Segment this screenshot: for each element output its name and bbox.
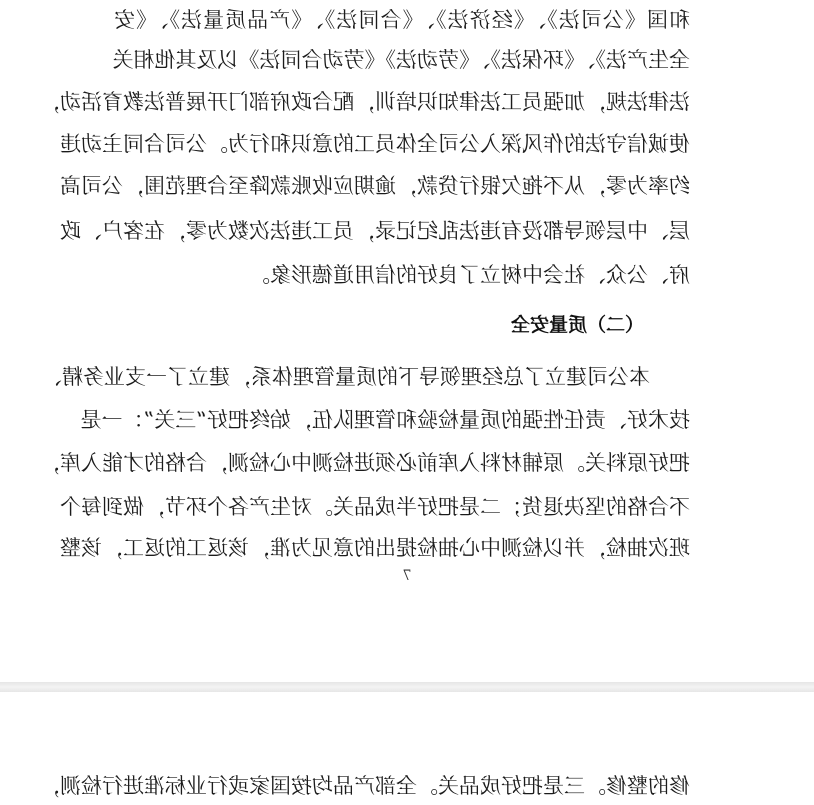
- page-number: 7: [402, 568, 412, 584]
- text-line: 使诚信守法的作风深入公司全体员工的意识和行为。公司合同主动违: [60, 132, 690, 156]
- text-line: 不合格的坚决退货；二是把好半成品关。对生产各个环节，做到每个: [60, 495, 690, 519]
- text-line: 技术好、责任性强的质量检验和管理队伍，始终把好“三关”：一是: [80, 408, 690, 432]
- text-line: 法律法规，加强员工法律知识培训，配合政府部门开展普法教育活动，: [39, 90, 690, 114]
- paragraph-first-line: 本公司建立了总经理领导下的质量管理体系，建立了一支业务精、: [41, 365, 650, 389]
- text-line: 层、中层领导都没有违法乱纪记录，员工违法次数为零，在客户、政: [60, 219, 690, 243]
- page-separator: [0, 682, 814, 692]
- text-line: 全生产法》、《环保法》、《劳动法》《劳动合同法》以及其他相关: [112, 48, 690, 72]
- text-line: 修的整修。三是把好成品关。全部产品均按国家或行业标准进行检测，: [39, 774, 690, 798]
- document-page-8: [0, 692, 814, 805]
- mirrored-text-area: [0, 692, 814, 805]
- text-line: 把好原料关。原辅材料入库前必须进检测中心检测，合格的才能入库，: [39, 451, 690, 475]
- text-line-last: 府、公众、社会中树立了良好的信用道德形象。: [249, 263, 690, 287]
- text-line: 约率为零，从不拖欠银行贷款，逾期应收账款降至合理范围，公司高: [60, 174, 690, 198]
- text-line: 班次抽检，并以检测中心抽检提出的意见为准，该返工的返工，该整: [60, 536, 690, 560]
- section-heading: （二）质量安全: [510, 314, 644, 336]
- text-line: 和国《公司法》、《经济法》、《合同法》、《产品质量法》、《安: [114, 8, 690, 32]
